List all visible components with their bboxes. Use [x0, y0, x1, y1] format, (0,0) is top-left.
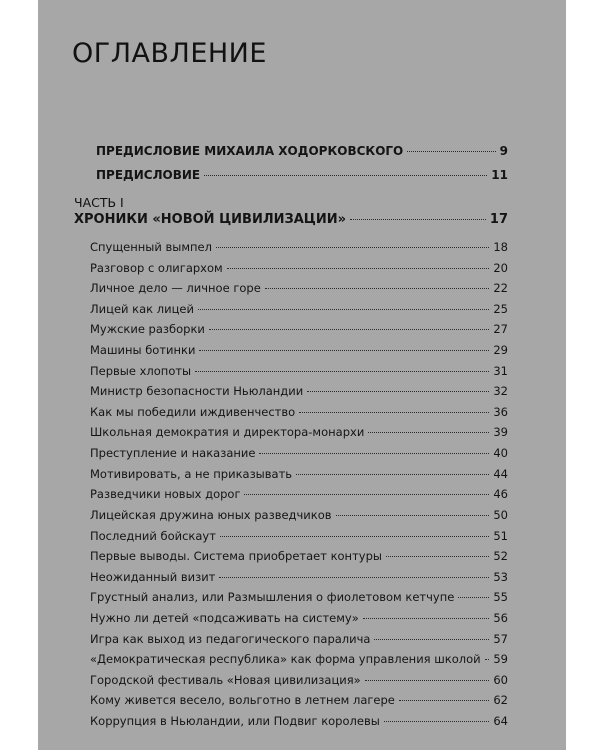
entry-page: 20 [493, 260, 508, 275]
dot-leader [365, 680, 490, 681]
dot-leader [265, 288, 490, 289]
toc-entry [90, 590, 508, 604]
entry-page: 53 [493, 569, 508, 584]
entry-page: 52 [493, 549, 508, 564]
entry-title: Игра как выход из педагогического паралича [90, 631, 371, 646]
dot-leader [374, 639, 489, 640]
dot-leader [219, 577, 489, 578]
entry-page: 44 [493, 466, 508, 481]
entry-title: Мотивировать, а не приказывать [90, 466, 293, 481]
entry-page: 46 [493, 487, 508, 502]
entry-title: Машины ботинки [90, 343, 196, 358]
entry-title: Министр безопасности Ньюландии [90, 384, 304, 399]
dot-leader [198, 309, 489, 310]
dot-leader [195, 371, 489, 372]
dot-leader [368, 432, 489, 433]
dot-leader [384, 721, 490, 722]
entry-title: ПРЕДИСЛОВИЕ [96, 168, 201, 182]
entry-title: Личное дело — личное горе [90, 281, 261, 296]
entry-page: 64 [493, 714, 508, 728]
entry-page: 25 [493, 301, 508, 316]
entry-title: Разведчики новых дорог [90, 487, 241, 502]
entry-page: 29 [493, 343, 508, 358]
toc-entry [90, 322, 508, 336]
dot-leader [299, 412, 489, 413]
entry-page: 31 [493, 363, 508, 378]
entry-title: ПРЕДИСЛОВИЕ МИХАИЛА ХОДОРКОВСКОГО [96, 144, 404, 158]
toc-entry [90, 652, 508, 666]
entry-page: 62 [493, 693, 508, 708]
entry-title: Разговор с олигархом [90, 260, 223, 275]
entry-title: ХРОНИКИ «НОВОЙ ЦИВИЛИЗАЦИИ» [74, 212, 347, 227]
toc-part-title [74, 212, 508, 227]
dot-leader [307, 391, 489, 392]
toc-entry [90, 714, 508, 728]
toc-entry [90, 529, 508, 543]
dot-leader [204, 175, 487, 176]
entry-title: Грустный анализ, или Размышления о фиолетовом кетчупе [90, 590, 455, 605]
dot-leader [216, 247, 489, 248]
entry-title: Последний бойскаут [90, 528, 216, 543]
toc-entry [90, 611, 508, 625]
entry-page: 60 [493, 672, 508, 687]
toc-entry [90, 425, 508, 439]
entry-page: 51 [493, 528, 508, 543]
toc-entry [90, 240, 508, 254]
entry-title: Первые выводы. Система приобретает контуры [90, 549, 382, 564]
toc-entry [90, 261, 508, 275]
entry-title: Нужно ли детей «подсаживать на систему» [90, 610, 359, 625]
dot-leader [227, 268, 490, 269]
entry-page: 9 [499, 144, 508, 158]
entry-page: 56 [493, 610, 508, 625]
entry-page: 57 [493, 631, 508, 646]
dot-leader [363, 618, 490, 619]
entry-title: Лицейская дружина юных разведчиков [90, 507, 332, 522]
entry-page: 36 [493, 404, 508, 419]
dot-leader [336, 515, 490, 516]
entry-page: 27 [493, 322, 508, 337]
toc-entry [90, 364, 508, 378]
dot-leader [458, 597, 489, 598]
part-label: ЧАСТЬ I [74, 195, 124, 210]
dot-leader [296, 474, 489, 475]
entry-title: Кому живется весело, вольготно в летнем лагере [90, 693, 395, 708]
entry-title: Городской фестиваль «Новая цивилизация» [90, 672, 361, 687]
dot-leader [199, 350, 489, 351]
entry-title: Лицей как лицей [90, 301, 194, 316]
dot-leader [220, 536, 489, 537]
toc-entry [90, 673, 508, 687]
entry-title: Школьная демократия и директора-монархи [90, 425, 365, 440]
toc-entry [90, 343, 508, 357]
entry-title: Спущенный вымпел [90, 240, 212, 254]
toc-entry-foreword [96, 168, 508, 182]
entry-page: 22 [493, 281, 508, 296]
entry-page: 18 [493, 240, 508, 254]
toc-entry-foreword-khodorkovsky [96, 144, 508, 158]
toc-entry [90, 446, 508, 460]
book-page [38, 0, 566, 750]
toc-heading: ОГЛАВЛЕНИЕ [72, 38, 267, 69]
dot-leader [244, 494, 489, 495]
entry-title: Первые хлопоты [90, 363, 192, 378]
toc-entry [90, 405, 508, 419]
toc-entry [90, 632, 508, 646]
entry-title: Мужские разборки [90, 322, 205, 337]
entry-title: «Демократическая республика» как форма управления школой [90, 652, 481, 667]
toc-entry [90, 302, 508, 316]
entry-page: 11 [491, 168, 508, 182]
entry-title: Коррупция в Ньюландии, или Подвиг королевы [90, 714, 380, 728]
toc-entry [90, 508, 508, 522]
toc-entry [90, 281, 508, 295]
entry-page: 40 [493, 446, 508, 461]
dot-leader [485, 659, 490, 660]
dot-leader [386, 556, 489, 557]
entry-page: 59 [493, 652, 508, 667]
entry-title: Как мы победили иждивенчество [90, 404, 296, 419]
entry-title: Преступление и наказание [90, 446, 256, 461]
entry-page: 17 [489, 212, 508, 227]
dot-leader [259, 453, 489, 454]
toc-entry [90, 384, 508, 398]
toc-entry [90, 549, 508, 563]
dot-leader [407, 151, 495, 152]
toc-entry [90, 570, 508, 584]
entry-title: Неожиданный визит [90, 569, 216, 584]
dot-leader [399, 700, 489, 701]
entry-page: 39 [493, 425, 508, 440]
toc-entry [90, 487, 508, 501]
toc-entry [90, 693, 508, 707]
entry-page: 55 [493, 590, 508, 605]
entry-page: 32 [493, 384, 508, 399]
entry-page: 50 [493, 507, 508, 522]
dot-leader [209, 329, 489, 330]
toc-entry [90, 467, 508, 481]
dot-leader [350, 219, 486, 220]
